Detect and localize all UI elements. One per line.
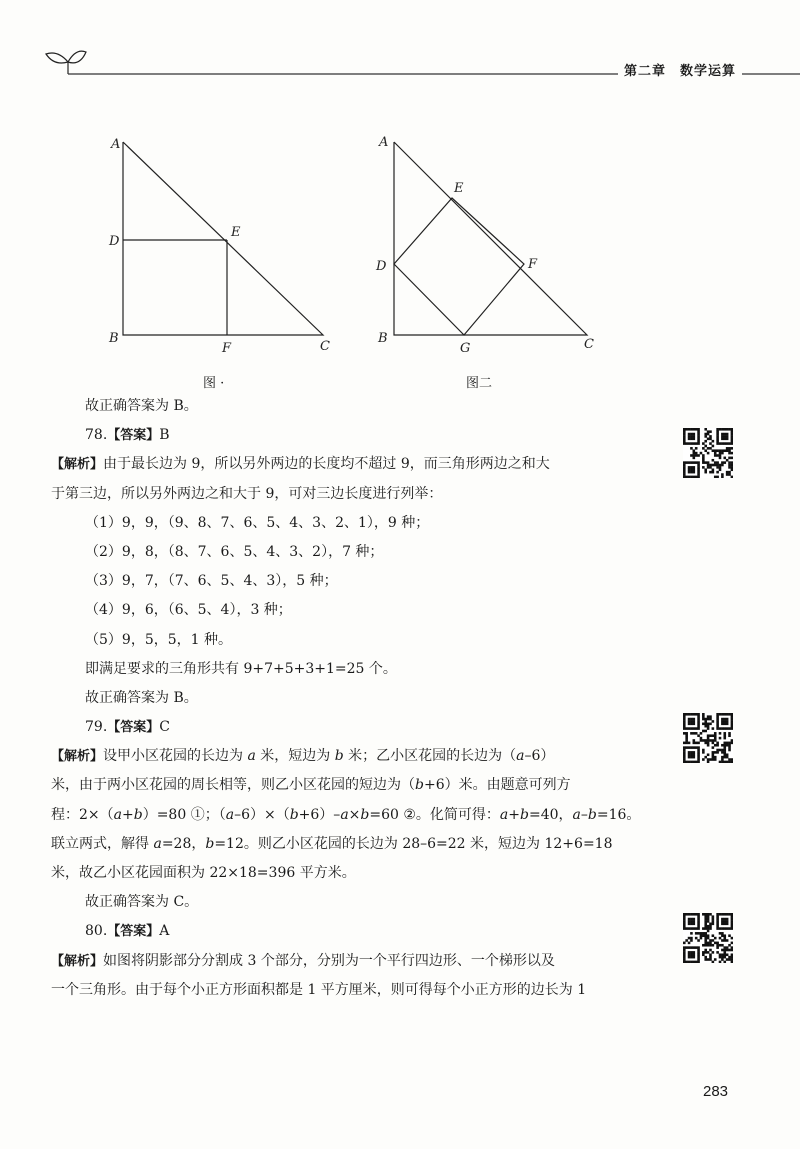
label-a: A	[111, 137, 121, 152]
label-a: A	[379, 135, 389, 150]
label-f: F	[222, 341, 232, 356]
text-line: 一个三角形。由于每个小正方形面积都是 1 平方厘米，则可得每个小正方形的边长为 1	[51, 981, 587, 998]
analysis-80: 【解析】如图将阴影部分分割成 3 个部分，分别为一个平行四边形、一个梯形以及	[51, 952, 555, 969]
label-g: G	[460, 341, 471, 356]
qr-code-78[interactable]	[683, 428, 733, 478]
qr-code-icon	[683, 913, 733, 963]
leaf-icon	[46, 53, 68, 63]
analysis-78: 【解析】由于最长边为 9，所以另外两边的长度均不超过 9，而三角形两边之和大	[51, 456, 550, 473]
text-line: 故正确答案为 B。	[85, 689, 198, 706]
page-header	[40, 40, 800, 80]
chapter-name: 数学运算	[679, 64, 736, 79]
qr-code-icon	[683, 713, 733, 763]
label-e: E	[454, 181, 464, 196]
text-line: （4）9，6，（6、5、4），3 种；	[85, 602, 292, 619]
qr-code-79[interactable]	[683, 713, 733, 763]
qr-code-icon	[683, 428, 733, 478]
text-line: 米，故乙小区花园面积为 22×18=396 平方米。	[51, 865, 356, 881]
text-line: 程：2×（a+b）=80 ①；（a–6）×（b+6）–a×b=60 ②。化简可得：a+b=40，a–b=16。	[51, 806, 641, 823]
text-line: 联立两式，解得 a=28，b=12。则乙小区花园的长边为 28–6=22 米，短边为 12+6=18	[51, 835, 613, 852]
analysis-79: 【解析】设甲小区花园的长边为 a 米，短边为 b 米；乙小区花园的长边为（a–6）	[51, 748, 555, 765]
square-degf	[394, 198, 524, 335]
figure-two	[372, 130, 612, 364]
text-line: （3）9，7，（7、6、5、4、3），5 种；	[85, 573, 338, 590]
chapter-number: 第二章	[623, 64, 666, 79]
answer-78: 78.【答案】B	[85, 427, 170, 444]
figure-two-caption: 图二	[466, 376, 493, 391]
qr-code-80[interactable]	[683, 913, 733, 963]
chapter-title	[618, 60, 742, 79]
label-c: C	[320, 339, 330, 354]
text-line: （2）9，8，（8、7、6、5、4、3、2），7 种；	[85, 543, 384, 560]
answer-80: 80.【答案】A	[85, 923, 170, 940]
label-c: C	[584, 337, 594, 352]
text-line: （1）9，9，（9、8、7、6、5、4、3、2、1），9 种；	[85, 514, 430, 531]
solution-text	[51, 392, 665, 1005]
text-line: （5）9，5，5，1 种。	[85, 631, 232, 648]
figure-two-diagram	[372, 130, 612, 360]
label-b: B	[378, 331, 388, 346]
figure-one-caption: 图 ·	[203, 376, 225, 391]
triangle-abc	[123, 142, 323, 335]
figure-one-diagram	[105, 130, 345, 360]
label-d: D	[109, 234, 120, 249]
label-e: E	[231, 225, 241, 240]
text-line: 即满足要求的三角形共有 9+7+5+3+1=25 个。	[85, 660, 397, 677]
answer-79: 79.【答案】C	[85, 719, 170, 736]
figure-one	[105, 130, 345, 364]
label-d: D	[376, 259, 387, 274]
triangle-abc	[394, 142, 587, 335]
page-number: 283	[703, 1083, 729, 1100]
text-line: 于第三边，所以另外两边之和大于 9，可对三边长度进行列举：	[51, 485, 443, 502]
text-line: 米，由于两小区花园的周长相等，则乙小区花园的短边为（b+6）米。由题意可列方	[51, 777, 571, 794]
label-b: B	[109, 331, 119, 346]
label-f: F	[528, 257, 538, 272]
text-line: 故正确答案为 C。	[85, 894, 199, 911]
text-line: 故正确答案为 B。	[85, 398, 198, 414]
